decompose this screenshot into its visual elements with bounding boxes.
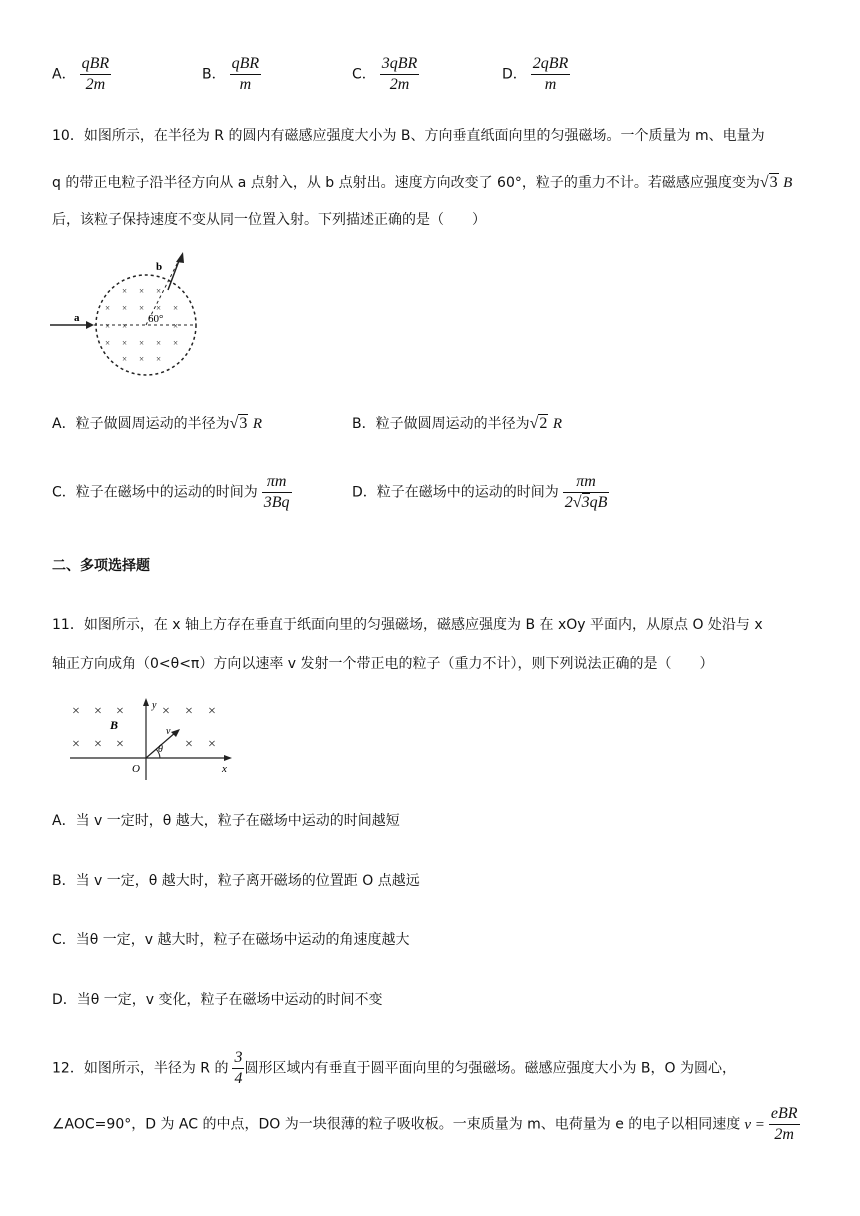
q10-option-d-fraction: $\frac{\pi m}{2√3qB}$ [564, 473, 608, 511]
q9-option-b-letter: B． [202, 66, 226, 83]
field-mark: × [156, 338, 162, 348]
q10-line-2-end: B [783, 175, 793, 191]
q12-line-2-text: ∠AOC=90°，D 为 AC 的中点，DO 为一块很薄的粒子吸收板。一束质量为 m、电荷量为 e 的电子以相同速度 [52, 1116, 741, 1133]
field-mark: × [94, 704, 102, 719]
field-mark: × [122, 303, 128, 313]
label-y: y [152, 700, 157, 711]
q10-sqrt: √3 [759, 174, 778, 191]
field-mark: × [116, 704, 124, 719]
y-axis-arrowhead-icon [143, 698, 149, 706]
section-title: 二、多项选择题 [52, 558, 150, 574]
angle-label: 60° [148, 313, 164, 325]
field-mark: × [156, 286, 162, 296]
label-b-field: B [110, 718, 119, 732]
q9-option-c-den: 2m [389, 76, 410, 93]
q9-option-a-den: 2m [85, 76, 106, 93]
q10-option-d [352, 472, 609, 513]
field-mark: × [139, 354, 145, 364]
q10-option-b-text: B．粒子做圆周运动的半径为 [352, 416, 530, 432]
field-mark: × [72, 704, 80, 719]
label-v: v [166, 726, 171, 737]
field-mark: × [208, 737, 216, 752]
field-mark: × [139, 303, 145, 313]
q9-option-d [502, 54, 570, 95]
q9-option-d-letter: D． [502, 66, 527, 83]
field-mark: × [116, 737, 124, 752]
field-mark: × [105, 321, 111, 331]
q10-option-c-fraction: $\frac{\pi m}{3Bq}$ [263, 473, 290, 511]
x-axis-arrowhead-icon [224, 755, 232, 761]
field-mark: × [156, 303, 162, 313]
label-theta: θ [158, 744, 163, 755]
q10-option-a-tail: R [252, 416, 262, 432]
field-mark: × [173, 321, 179, 331]
q12-line-2 [52, 1104, 800, 1145]
field-mark: × [208, 704, 216, 719]
field-mark: × [173, 338, 179, 348]
q10-option-a-text: A．粒子做圆周运动的半径为 [52, 416, 230, 432]
q10-line-3: 后，该粒子保持速度不变从同一位置入射。下列描述正确的是（ ） [52, 212, 486, 228]
incoming-arrowhead-icon [86, 321, 94, 329]
q10-line-1: 10．如图所示，在半径为 R 的圆内有磁感应强度大小为 B、方向垂直纸面向里的匀强磁场。一个质量为 m、电量为 [52, 128, 765, 144]
q9-option-d-num: 2qBR [531, 54, 571, 75]
outgoing-arrowhead-icon [176, 252, 184, 263]
label-o: O [132, 763, 140, 775]
q12-line-1-pre: 12．如图所示，半径为 R 的 [52, 1060, 229, 1077]
q11-figure [70, 696, 240, 782]
label-b: b [156, 261, 163, 273]
q9-option-d-fraction [531, 54, 571, 95]
label-x: x [222, 763, 227, 775]
field-mark: × [94, 737, 102, 752]
q9-option-b-num: qBR [230, 54, 262, 75]
field-mark: × [105, 338, 111, 348]
field-mark: × [122, 286, 128, 296]
outgoing-arrow [168, 258, 180, 290]
q11-field-marks [72, 704, 216, 752]
q11-line-1: 11．如图所示，在 x 轴上方存在垂直于纸面向里的匀强磁场，磁感应强度为 B 在 xOy 平面内，从原点 O 处沿与 x [52, 617, 763, 633]
label-a: a [74, 312, 80, 324]
q9-option-b [202, 54, 261, 95]
q10-option-a-sqrt: √3 [229, 415, 248, 432]
q9-option-c-num: 3qBR [380, 54, 420, 75]
field-mark: × [72, 737, 80, 752]
field-mark: × [185, 704, 193, 719]
q9-option-b-fraction [230, 54, 262, 95]
q9-option-c-fraction [380, 54, 420, 95]
q10-option-b-tail: R [552, 416, 563, 432]
q11-option-a: A．当 v 一定时，θ 越大，粒子在磁场中运动的时间越短 [52, 813, 400, 829]
q9-option-c-letter: C． [352, 66, 376, 83]
field-mark: × [162, 704, 170, 719]
q12-line-1 [52, 1048, 736, 1089]
q11-option-b: B．当 v 一定，θ 越大时，粒子离开磁场的位置距 O 点越远 [52, 873, 420, 889]
q9-option-d-den: m [544, 76, 557, 93]
q11-option-c: C．当θ 一定，v 越大时，粒子在磁场中运动的角速度越大 [52, 932, 410, 948]
field-mark: × [122, 338, 128, 348]
q10-option-a [52, 414, 262, 434]
field-mark: × [122, 321, 128, 331]
q10-option-b-sqrt: √2 [529, 415, 548, 432]
q9-option-a-fraction [80, 54, 112, 95]
field-mark: × [139, 286, 145, 296]
q10-option-d-text: D．粒子在磁场中的运动的时间为 [352, 484, 559, 501]
q10-option-b [352, 414, 562, 434]
field-mark: × [105, 303, 111, 313]
q11-line-2: 轴正方向成角（0<θ<π）方向以速率 v 发射一个带正电的粒子（重力不计），则下列说法正确的是（ ） [52, 656, 714, 672]
q11-option-d: D．当θ 一定，v 变化，粒子在磁场中运动的时间不变 [52, 992, 383, 1008]
field-mark: × [156, 354, 162, 364]
q10-line-2 [52, 173, 792, 193]
q10-option-c [52, 472, 292, 513]
q12-velocity-fraction: $\frac{\text{eBR}}{2m}$ [770, 1105, 798, 1143]
q10-line-2-text: q 的带正电粒子沿半径方向从 a 点射入，从 b 点射出。速度方向改变了 60°，粒子的重力不计。若磁感应强度变为 [52, 175, 760, 191]
q12-velocity-eq: v = [744, 1116, 765, 1133]
q9-option-c [352, 54, 419, 95]
field-mark: × [173, 303, 179, 313]
q9-option-a [52, 54, 111, 95]
q12-line-1-post: 圆形区域内有垂直于圆平面向里的匀强磁场。磁感应强度大小为 B，O 为圆心， [244, 1060, 736, 1077]
q10-option-c-text: C．粒子在磁场中的运动的时间为 [52, 484, 258, 501]
q9-option-a-letter: A． [52, 66, 76, 83]
field-mark: × [139, 338, 145, 348]
q12-fraction: $\frac{3}{4}$ [234, 1049, 243, 1087]
field-mark: × [122, 354, 128, 364]
field-mark: × [185, 737, 193, 752]
q9-option-a-num: qBR [80, 54, 112, 75]
q10-figure [50, 250, 210, 390]
q9-option-b-den: m [239, 76, 252, 93]
